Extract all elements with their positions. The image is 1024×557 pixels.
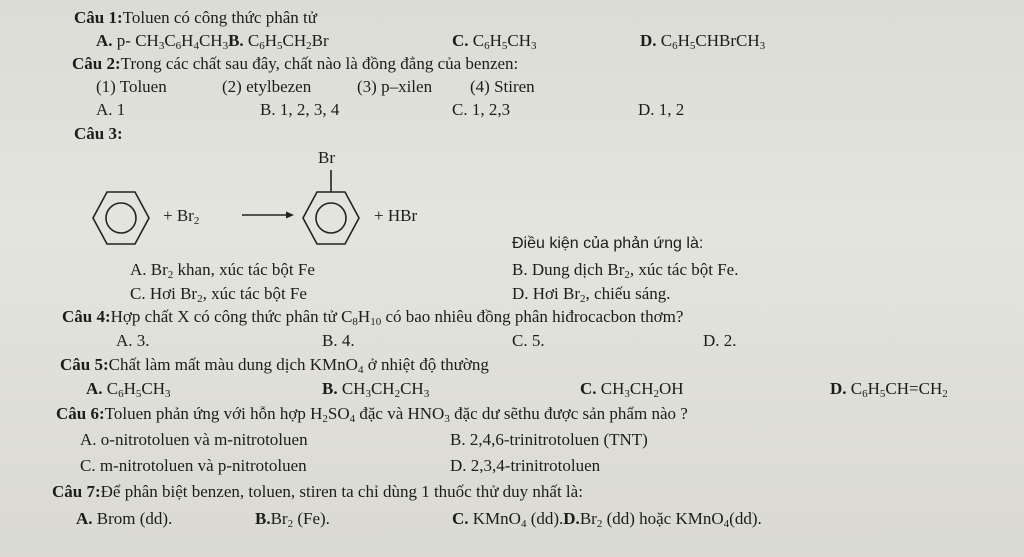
bromobenzene-product-icon [300, 170, 362, 246]
q7-b-post: (Fe). [293, 509, 330, 528]
q1-b-label: B. [228, 31, 244, 50]
q3-option-a [130, 260, 315, 280]
q2-label: Câu 2: [72, 54, 121, 73]
q3-br2-sub: 2 [193, 215, 200, 227]
q5-s1: 4 [357, 364, 364, 376]
q6-s3: 3 [444, 413, 450, 425]
q1-d-f3: CHBrCH [695, 31, 760, 50]
q5-a-s1: 6 [118, 388, 124, 400]
q6-text-pre: Toluen phản ứng với hỗn hợp H [104, 404, 323, 423]
q2-option-d: D. 1, 2 [638, 100, 685, 119]
q3-d-sub: 2 [580, 293, 586, 305]
q5-option-b [322, 379, 429, 399]
q1-d-f2: H [677, 31, 690, 50]
q5-d-f1: C [850, 379, 863, 398]
q4-m1: H [357, 307, 371, 326]
q7-text: Để phân biệt benzen, toluen, stiren ta chỉ dùng 1 thuốc thử duy nhất là: [100, 482, 583, 501]
q1-d-s1: 6 [672, 40, 678, 52]
q4-text-post: có bao nhiêu đồng phân hiđrocacbon thơm? [381, 307, 684, 326]
q7-d-mid: (dd) hoặc KMnO [602, 509, 724, 528]
q3-br-substituent: Br [318, 148, 335, 167]
q1-c-f1: C [472, 31, 485, 50]
q7-b-label: B. [255, 509, 271, 528]
q1-a-s1: 3 [158, 40, 165, 52]
q7-c-pre: KMnO [468, 509, 521, 528]
q5-d-s2: 5 [879, 388, 886, 400]
q1-c-f3: CH [507, 31, 532, 50]
q7-option-b [255, 509, 330, 529]
q5-question [60, 355, 489, 375]
q1-a-f2: C [164, 31, 176, 50]
q5-a-s3: 3 [165, 388, 171, 400]
q3-option-d [512, 284, 671, 304]
q4-s2: 10 [370, 316, 382, 328]
q6-option-c: C. m-nitrotoluen và p-nitrotoluen [80, 456, 307, 475]
q3-plus-br2-text: + Br [163, 206, 194, 225]
q6-option-d: D. 2,3,4-trinitrotoluen [450, 456, 601, 475]
q1-a-f4: CH [198, 31, 223, 50]
q7-a-label: A. [76, 509, 93, 528]
q3-plus-hbr: + HBr [374, 206, 418, 225]
q5-b-f1: CH [341, 379, 366, 398]
q5-option-a [86, 379, 171, 399]
q5-text-pre: Chất làm mất màu dung dịch KMnO [108, 355, 358, 374]
q3-option-c [130, 284, 307, 304]
q5-label: Câu 5: [60, 355, 109, 374]
q3-plus-br2 [163, 206, 199, 226]
q3-a-pre: A. Br [130, 260, 168, 279]
q1-option-c [452, 31, 537, 51]
q3-d-post: , chiếu sáng. [585, 284, 671, 303]
q1-a-s3: 4 [193, 40, 199, 52]
q1-c-s1: 6 [484, 40, 490, 52]
q5-a-label: A. [86, 379, 103, 398]
q1-b-s1: 6 [259, 40, 265, 52]
q6-question [56, 404, 688, 424]
q1-b-s3: 2 [306, 40, 312, 52]
q4-text-pre: Hợp chất X có công thức phân tử C [110, 307, 353, 326]
q6-s2: 4 [349, 413, 356, 425]
q5-b-f2: CH [370, 379, 395, 398]
q2-item-4: (4) Stiren [470, 77, 535, 96]
q7-d-sub2: 4 [723, 518, 730, 530]
q6-text-post: đặc dư sẽthu được sản phẩm nào ? [449, 404, 688, 423]
q5-option-c [580, 379, 684, 399]
q7-option-c-d [452, 509, 762, 529]
q5-d-label: D. [830, 379, 847, 398]
q7-d-label: D. [563, 509, 580, 528]
q2-option-a: A. 1 [96, 100, 126, 119]
q7-d-sub: 2 [596, 518, 603, 530]
q5-b-s3: 3 [423, 388, 430, 400]
q1-b-f1: C [247, 31, 260, 50]
q1-a-s4: 3 [222, 40, 229, 52]
q7-b-sub: 2 [287, 518, 294, 530]
q4-option-d: D. 2. [703, 331, 737, 350]
q5-a-f1: C [106, 379, 119, 398]
q1-option-a [96, 31, 329, 51]
q5-c-f2: CH [629, 379, 654, 398]
q1-d-s3: 3 [759, 40, 766, 52]
q3-a-post: khan, xúc tác bột Fe [173, 260, 315, 279]
q1-d-s2: 5 [689, 40, 696, 52]
q1-question [74, 8, 317, 28]
q5-option-d [830, 379, 948, 399]
q7-d-post: (dd). [729, 509, 762, 528]
q1-b-f3: CH [282, 31, 307, 50]
q7-question [52, 482, 583, 502]
q5-d-f3: CH=CH [885, 379, 943, 398]
q7-c-post: (dd). [526, 509, 564, 528]
q3-c-sub: 2 [197, 293, 203, 305]
q5-a-f3: CH [141, 379, 166, 398]
q1-d-label: D. [640, 31, 657, 50]
q2-item-2: (2) etylbezen [222, 77, 312, 96]
benzene-reactant-icon [90, 190, 152, 246]
q5-b-s1: 3 [365, 388, 371, 400]
q3-c-post: , xúc tác bột Fe [202, 284, 307, 303]
q3-condition: Điều kiện của phản ứng là: [512, 235, 704, 252]
q1-text: Toluen có công thức phân tử [122, 8, 317, 27]
q2-item-1: (1) Toluen [96, 77, 167, 96]
q2-question [72, 54, 518, 74]
q1-label: Câu 1: [74, 8, 123, 27]
q3-b-post: , xúc tác bột Fe. [629, 260, 739, 279]
q3-b-pre: B. Dung dịch Br [512, 260, 625, 279]
q5-a-f2: H [123, 379, 136, 398]
q3-d-pre: D. Hơi Br [512, 284, 581, 303]
q3-c-pre: C. Hơi Br [130, 284, 198, 303]
q1-c-label: C. [452, 31, 469, 50]
q7-option-a [76, 509, 172, 529]
q6-label: Câu 6: [56, 404, 105, 423]
q1-b-s2: 5 [277, 40, 283, 52]
q1-d-f1: C [660, 31, 673, 50]
q7-c-sub: 4 [520, 518, 527, 530]
q1-c-s3: 3 [531, 40, 537, 52]
q5-d-s1: 6 [862, 388, 868, 400]
q5-b-f3: CH [400, 379, 424, 398]
q6-m1: SO [327, 404, 350, 423]
q7-d-pre: Br [579, 509, 597, 528]
q4-option-b: B. 4. [322, 331, 355, 350]
q1-c-s2: 5 [501, 40, 508, 52]
q4-option-a: A. 3. [116, 331, 150, 350]
q4-option-c: C. 5. [512, 331, 545, 350]
q1-option-d [640, 31, 765, 51]
q1-b-f4: Br [311, 31, 329, 50]
q2-option-c: C. 1, 2,3 [452, 100, 511, 119]
q2-text: Trong các chất sau đây, chất nào là đồng đẳng của benzen: [120, 54, 519, 73]
q3-label: Câu 3: [74, 124, 123, 143]
q4-question [62, 307, 683, 327]
q5-d-f2: H [867, 379, 880, 398]
q1-c-f2: H [489, 31, 502, 50]
q1-b-f2: H [264, 31, 278, 50]
q5-c-f3: OH [659, 379, 684, 398]
q6-option-b: B. 2,4,6-trinitrotoluen (TNT) [450, 430, 648, 449]
q5-a-s2: 5 [135, 388, 142, 400]
q4-label: Câu 4: [62, 307, 111, 326]
q1-a-f3: H [181, 31, 194, 50]
q6-m2: đặc và HNO [355, 404, 445, 423]
q5-text-post: ở nhiệt độ thường [363, 355, 489, 374]
q7-b-pre: Br [270, 509, 288, 528]
q1-a-f1: p- CH [116, 31, 159, 50]
q4-s1: 8 [352, 316, 358, 328]
q5-d-s3: 2 [942, 388, 948, 400]
q1-a-s2: 6 [175, 40, 182, 52]
q2-option-b: B. 1, 2, 3, 4 [260, 100, 340, 119]
q6-option-a: A. o-nitrotoluen và m-nitrotoluen [80, 430, 308, 449]
q3-option-b [512, 260, 738, 280]
q1-a-label: A. [96, 31, 113, 50]
q3-a-sub: 2 [167, 269, 174, 281]
q5-c-s1: 3 [624, 388, 630, 400]
q5-b-s2: 2 [394, 388, 401, 400]
q5-c-f1: CH [600, 379, 625, 398]
q5-b-label: B. [322, 379, 338, 398]
q7-label: Câu 7: [52, 482, 101, 501]
q3-b-sub: 2 [624, 269, 630, 281]
q7-c-label: C. [452, 509, 469, 528]
q7-a-text: Brom (dd). [92, 509, 173, 528]
q5-c-s2: 2 [653, 388, 660, 400]
q5-c-label: C. [580, 379, 597, 398]
q2-item-3: (3) p–xilen [357, 77, 433, 96]
q6-s1: 2 [322, 413, 328, 425]
reaction-arrow-icon [242, 210, 294, 220]
